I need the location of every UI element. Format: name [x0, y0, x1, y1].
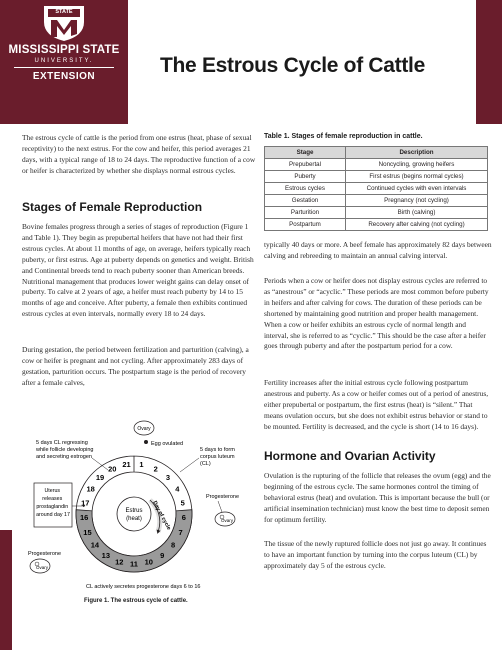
table-row — [265, 159, 488, 171]
day-label-12: 12 — [115, 557, 124, 567]
right-paragraph-2: Periods when a cow or heifer does not display estrous cycles are referred to as “anestrous” or “acyclic.” These periods are most common before puberty in heifers and after calving for cows. The duration of these periods can be shortened by maintaining good nutrition and proper health management. When a cow or heifer exhibits an estrous cycle of normal length and interval, she is referred to as “cyclic.” This should be the case after a heifer goes through puberty and after the postpartum period for a cow. — [264, 276, 489, 351]
day-label-7: 7 — [178, 527, 183, 537]
stage-cell: Gestation — [265, 195, 346, 207]
annotation-uterus: Uterus releases prostaglandin around day 17 — [36, 488, 70, 518]
stage-cell: Puberty — [265, 171, 346, 183]
table-title: Table 1. Stages of female reproduction in cattle. — [264, 133, 423, 140]
table-header-row — [265, 147, 488, 159]
table-row — [265, 219, 488, 231]
msu-extension-logo — [0, 0, 128, 124]
column-header-stage: Stage — [265, 147, 346, 159]
logo-extension: EXTENSION — [32, 71, 96, 82]
logo-divider — [14, 67, 114, 68]
ovary-label: Ovary — [137, 426, 151, 432]
center-label-heat: (heat) — [126, 516, 142, 522]
day-label-16: 16 — [79, 513, 89, 523]
table-row — [265, 207, 488, 219]
day-label-15: 15 — [83, 527, 92, 537]
annotation-egg-ovulated: Egg ovulated — [151, 441, 184, 447]
stages-paragraph-1: Bovine females progress through a series of stages of reproduction (Figure 1 and Table 1). They begin as prepubertal heifers that have not had their first estrous cycles. At about 11 months of age, on average, heifers typically reach puberty, or first estrus. Age at puberty depends on genetics and weight. British and Continental breeds tend to reach puberty sooner than American breeds. Nutritional management that produces lower weight gains can delay onset of puberty. To calve at 2 years of age, a heifer must reach puberty by 14 to 15 months of age and conceive. After puberty, a female then exhibits continued estrous cycles at even intervals, normally every 18 to 24 days. — [22, 222, 254, 319]
estrous-cycle-diagram — [22, 418, 254, 598]
logo-name: MISSISSIPPI STATE — [8, 44, 120, 56]
figure-caption: Figure 1. The estrous cycle of cattle. — [84, 598, 188, 604]
table-row — [265, 195, 488, 207]
description-cell: Recovery after calving (not cycling) — [346, 219, 488, 231]
right-paragraph-3: Fertility increases after the initial estrous cycle following postpartum anestrous and puberty. As a cow or heifer comes out of a period of anestrus, either prepubertal or postpartum, the first estrus (heat) is “silent.” That means ovulation occurs, but she does not exhibit estrus behavior or stand to be mounted. Fertility is decreased, and the cycle is short (14 to 16 days). — [264, 378, 489, 431]
stage-cell: Parturition — [265, 207, 346, 219]
description-cell: First estrus (begins normal cycles) — [346, 171, 488, 183]
day-label-11: 11 — [130, 559, 138, 569]
day-label-3: 3 — [165, 472, 171, 482]
stage-cell: Estrous cycles — [265, 183, 346, 195]
center-label-estrus: Estrus — [125, 508, 143, 514]
page-title: The Estrous Cycle of Cattle — [160, 54, 425, 78]
stage-cell: Prepubertal — [265, 159, 346, 171]
day-label-4: 4 — [175, 484, 180, 494]
column-header-description: Description — [346, 147, 488, 159]
annotation-leader-line — [180, 458, 199, 472]
day-label-20: 20 — [108, 464, 117, 474]
table-row — [265, 183, 488, 195]
footer-band-left — [0, 530, 12, 650]
logo-university: UNIVERSITY. — [34, 58, 94, 64]
header-band-right — [476, 0, 502, 124]
day-label-8: 8 — [171, 540, 176, 550]
ovary-left — [30, 559, 50, 573]
stage-cell: Postpartum — [265, 219, 346, 231]
section-heading-stages: Stages of Female Reproduction — [22, 200, 203, 214]
description-cell: Birth (calving) — [346, 207, 488, 219]
annotation-progesterone-right: Progesterone — [206, 494, 240, 500]
day-of-cycle-label: Day of cycle — [151, 500, 172, 532]
day-label-14: 14 — [90, 540, 100, 550]
day-label-13: 13 — [101, 550, 111, 560]
table-row — [265, 171, 488, 183]
day-label-9: 9 — [160, 550, 165, 560]
egg-icon — [144, 440, 148, 444]
day-label-1: 1 — [139, 460, 144, 470]
day-label-18: 18 — [86, 484, 95, 494]
day-label-10: 10 — [144, 557, 153, 567]
day-label-19: 19 — [95, 472, 105, 482]
estrus-center-circle — [117, 497, 151, 531]
ovary-label: Ovary — [220, 518, 234, 523]
right-paragraph-1: typically 40 days or more. A beef female has approximately 82 days between calving and rebreeding to maintain an annual calving interval. — [264, 240, 492, 260]
day-label-21: 21 — [122, 460, 131, 470]
day-label-2: 2 — [153, 464, 158, 474]
right-paragraph-4: Ovulation is the rupturing of the follicle that releases the ovum (egg) and the beginning of the estrous cycle. The same hormones control the timing of behavioral estrus (heat) and ovulation. This is important because the bull (or artificial insemination technician) must know the best time to deposit semen for optimum fertility. — [264, 471, 491, 524]
ovary-right — [215, 512, 235, 526]
annotation-follicle: 5 days CL regressing while follicle developing and secreting estrogen — [36, 440, 94, 460]
annotation-cl-form: 5 days to form corpus luteum (CL) — [200, 447, 235, 467]
day-label-17: 17 — [81, 498, 90, 508]
description-cell: Continued cycles with even intervals — [346, 183, 488, 195]
shield-badge-text: STATE — [55, 9, 73, 15]
annotation-cl-active: CL actively secretes progesterone days 6 to 16 — [86, 584, 201, 590]
ovary-top — [134, 421, 154, 435]
description-cell: Pregnancy (not cycling) — [346, 195, 488, 207]
annotation-progesterone-left: Progesterone — [28, 551, 62, 557]
intro-paragraph: The estrous cycle of cattle is the period from one estrus (heat, phase of sexual receptivity) to the next estrus. For the cow and heifer, this period averages 21 days, with a typical range of 18 to 24 days. The reproductive function of a cow or heifer is characterized by whether she displays normal estrous cycles. — [22, 133, 256, 175]
ovary-label: Ovary — [35, 565, 49, 570]
day-label-5: 5 — [180, 498, 185, 508]
section-heading-hormone: Hormone and Ovarian Activity — [264, 449, 436, 463]
description-cell: Noncycling, growing heifers — [346, 159, 488, 171]
annotation-leader-line — [218, 501, 222, 512]
right-paragraph-5: The tissue of the newly ruptured follicle does not just go away. It continues to have an important function by turning into the corpus luteum (CL) by approximately day 5 of the estrous cycle. — [264, 539, 487, 570]
stages-paragraph-2: During gestation, the period between fertilization and parturition (calving), a cow or heifer is pregnant and not cycling. After approximately 283 days of gestation, parturition occurs. The postpartum stage is the period of recovery after a female calves, — [22, 345, 249, 387]
day-label-6: 6 — [181, 513, 186, 523]
stages-table — [264, 146, 488, 231]
